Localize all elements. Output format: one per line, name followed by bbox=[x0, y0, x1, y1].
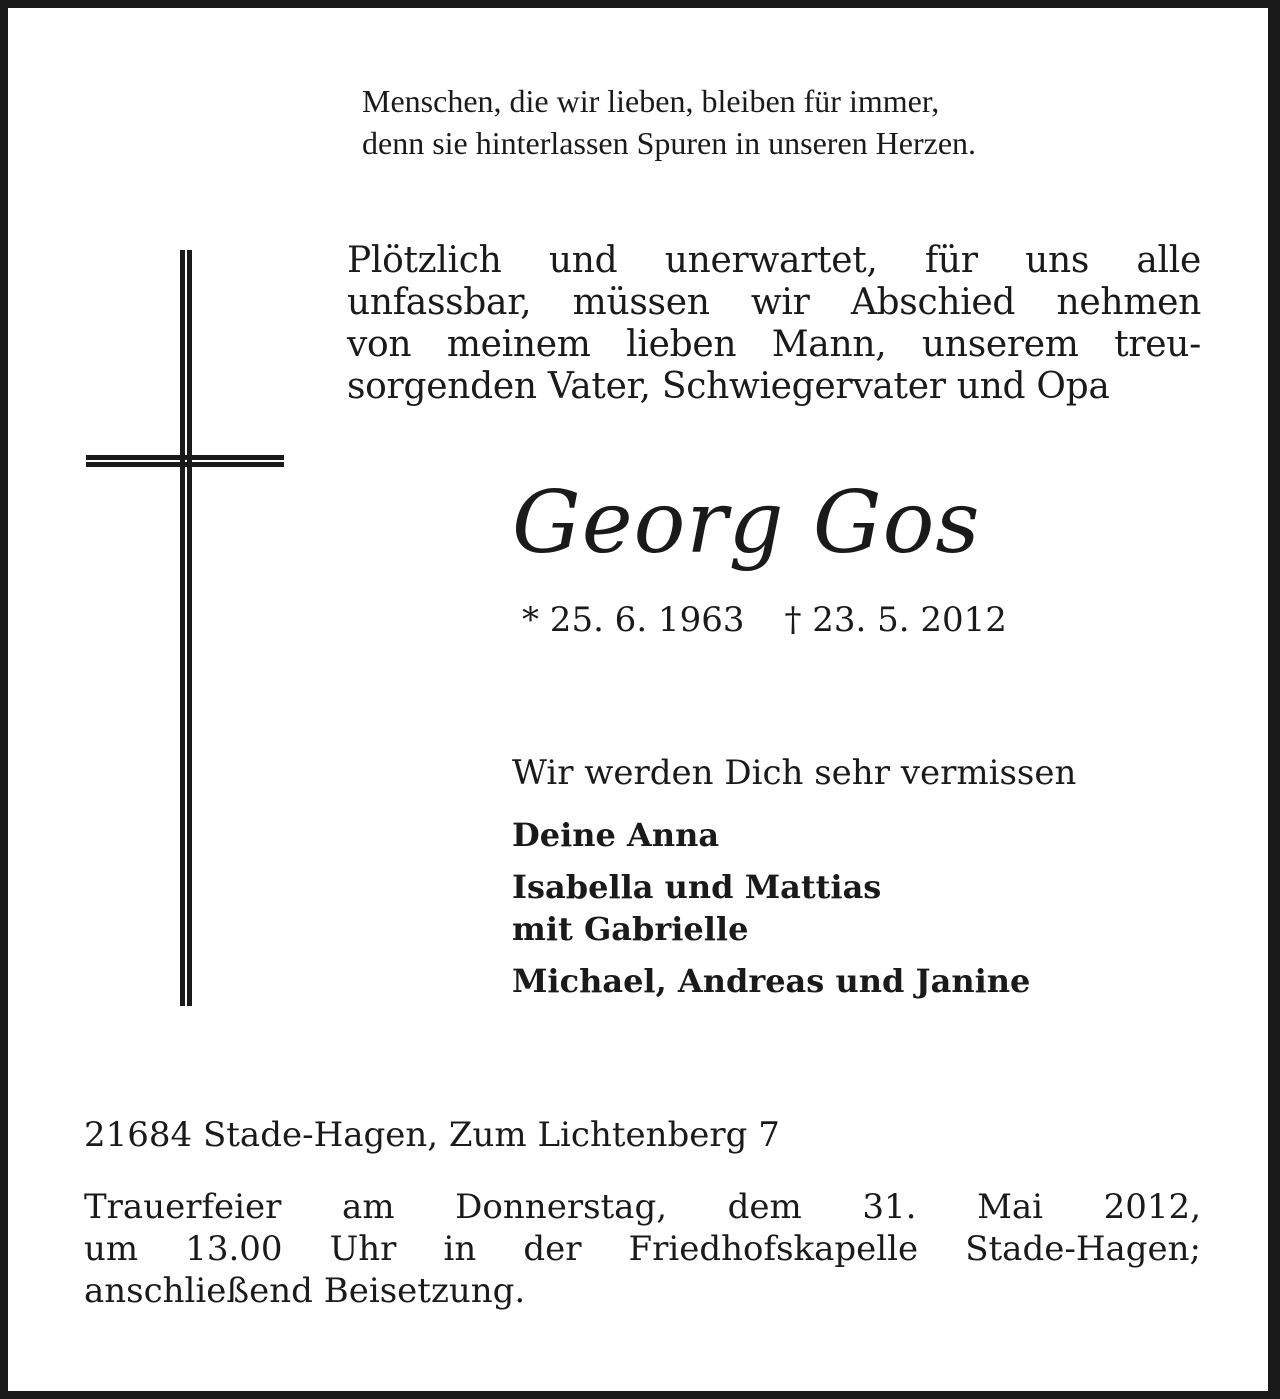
signer-name: Deine Anna bbox=[512, 816, 720, 854]
birth-date: * 25. 6. 1963 bbox=[522, 600, 745, 640]
signer-name: Michael, Andreas und Janine bbox=[512, 962, 1031, 1000]
service-line: Trauerfeier am Donnerstag, dem 31. Mai 2012, bbox=[84, 1187, 1201, 1227]
motto-line: Menschen, die wir lieben, bleiben für immer, bbox=[362, 83, 940, 119]
life-dates bbox=[522, 598, 1122, 642]
signers bbox=[512, 814, 1212, 1012]
latin-cross-icon bbox=[86, 250, 286, 1006]
farewell-line: Wir werden Dich sehr vermissen bbox=[512, 753, 1077, 793]
intro-line: unfassbar, müssen wir Abschied nehmen bbox=[347, 282, 1201, 323]
intro-line: sorgenden Vater, Schwiegervater und Opa bbox=[347, 366, 1110, 407]
signer-group bbox=[512, 814, 1212, 856]
motto-line: denn sie hinterlassen Spuren in unseren Herzen. bbox=[362, 125, 977, 161]
signer-group bbox=[512, 866, 1212, 950]
intro-line: von meinem lieben Mann, unserem treu- bbox=[347, 324, 1201, 365]
address: 21684 Stade-Hagen, Zum Lichtenberg 7 bbox=[84, 1115, 780, 1155]
deceased-name: Georg Gos bbox=[512, 473, 981, 573]
signer-group bbox=[512, 960, 1212, 1002]
service-line: um 13.00 Uhr in der Friedhofskapelle Stade-Hagen; bbox=[84, 1229, 1201, 1269]
intro-text bbox=[347, 240, 1201, 408]
death-date: † 23. 5. 2012 bbox=[784, 600, 1007, 640]
service-details bbox=[84, 1186, 1201, 1312]
signer-name: mit Gabrielle bbox=[512, 910, 749, 948]
intro-line: Plötzlich und unerwartet, für uns alle bbox=[347, 240, 1201, 281]
signer-name: Isabella und Mattias bbox=[512, 868, 882, 906]
service-line: anschließend Beisetzung. bbox=[84, 1271, 526, 1311]
motto bbox=[362, 80, 1222, 164]
